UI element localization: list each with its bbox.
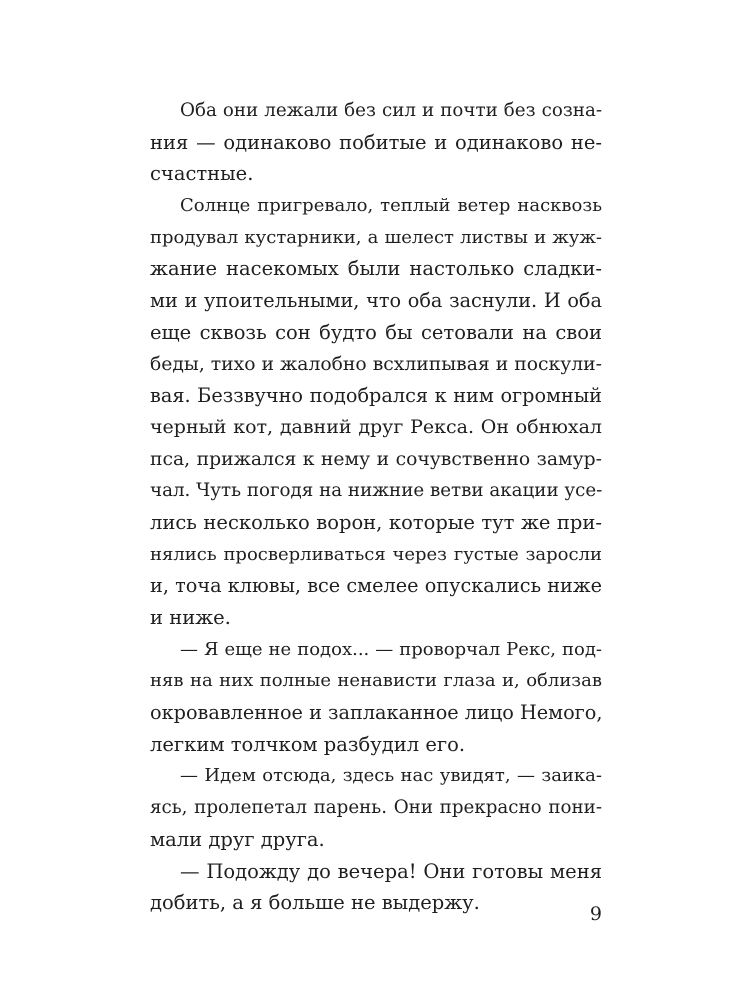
text-line: добить, а я больше не выдержу. <box>150 891 480 915</box>
text-line: ми и упоительными, что оба заснули. И оба <box>150 289 602 313</box>
text-line: и, точа клювы, все смелее опускались ниже <box>150 574 602 598</box>
page-body <box>150 95 602 919</box>
text-line: жание насекомых были настолько сладки- <box>150 257 602 281</box>
paragraph-1 <box>150 95 602 190</box>
text-line: — Подожду до вечера! Они готовы меня <box>180 859 602 883</box>
text-line: Оба они лежали без сил и почти без созна- <box>180 100 602 121</box>
text-line: еще сквозь сон будто бы сетовали на свои <box>150 320 602 344</box>
page-number: 9 <box>589 903 602 925</box>
text-line: легким толчком разбудил его. <box>150 732 466 756</box>
text-line: пса, прижался к нему и сочувственно замур- <box>150 448 602 470</box>
text-line: — Идем отсюда, здесь нас увидят, — заика- <box>180 765 602 787</box>
text-line: черный кот, давний друг Рекса. Он обнюхал <box>150 415 602 438</box>
text-line: счастные. <box>150 162 254 186</box>
text-line: лись несколько ворон, которые тут же при- <box>150 510 602 534</box>
text-line: ния — одинаково побитые и одинаково не- <box>150 130 602 154</box>
text-line: продувал кустарники, а шелест листвы и жуж- <box>150 226 602 248</box>
paragraph-2 <box>150 190 602 634</box>
text-line: чал. Чуть погодя на нижние ветви акации усе- <box>150 480 603 502</box>
text-line: мали друг друга. <box>150 827 325 851</box>
text-line: няв на них полные ненависти глаза и, облизав <box>150 670 602 692</box>
paragraph-5 <box>150 856 602 919</box>
paragraph-4 <box>150 760 602 855</box>
text-line: Солнце пригревало, теплый ветер насквозь <box>180 195 602 217</box>
text-line: беды, тихо и жалобно всхлипывая и поскули- <box>150 353 602 375</box>
text-line: нялись просверливаться через густые заросли <box>150 543 602 565</box>
text-line: вая. Беззвучно подобрался к ним огромный <box>150 384 602 408</box>
text-line: окровавленное и заплаканное лицо Немого, <box>150 701 603 725</box>
text-line: ясь, пролепетал парень. Они прекрасно пони- <box>150 797 602 819</box>
paragraph-3 <box>150 634 602 761</box>
text-line: — Я еще не подох... — проворчал Рекс, под- <box>180 638 602 660</box>
text-line: и ниже. <box>150 606 231 629</box>
